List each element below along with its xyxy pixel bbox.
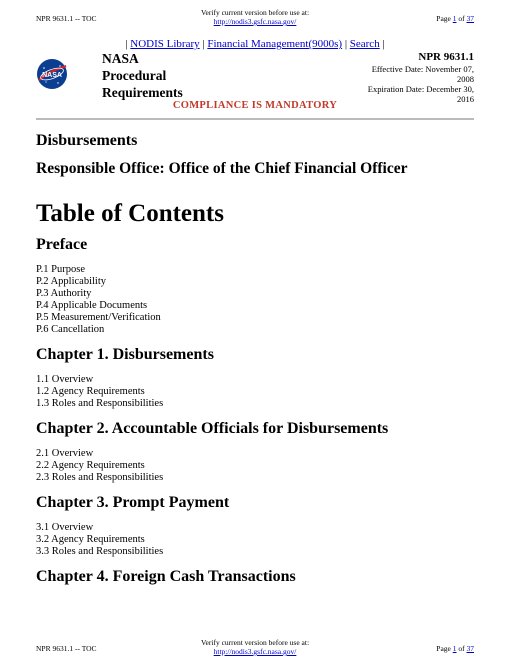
toc-item: P.4 Applicable Documents — [36, 300, 148, 311]
footer-verify-link[interactable]: http://nodis3.gsfc.nasa.gov/ — [213, 647, 297, 656]
toc-item: P.6 Cancellation — [36, 324, 105, 335]
org-line: NASA — [102, 51, 139, 66]
section-heading: Chapter 1. Disbursements — [36, 346, 214, 363]
nav-separator: | — [344, 38, 348, 50]
npr-info — [354, 50, 474, 104]
nav-bar — [0, 38, 510, 50]
footer-verify-text: Verify current version before use at: — [200, 638, 310, 647]
svg-text:NASA: NASA — [42, 72, 62, 79]
header-verify-text: Verify current version before use at: — [200, 8, 310, 17]
toc-item: 2.3 Roles and Responsibilities — [36, 472, 164, 483]
section-heading: Chapter 3. Prompt Payment — [36, 494, 230, 511]
footer-page-num[interactable]: 1 — [452, 644, 457, 653]
org-line: Requirements — [102, 85, 183, 100]
section-heading: Preface — [36, 236, 88, 253]
header-page-total[interactable]: 37 — [466, 14, 474, 23]
toc-section-chapter-2 — [36, 420, 474, 484]
running-header — [0, 6, 510, 30]
org-line: Procedural — [102, 68, 167, 83]
nav-separator: | — [125, 38, 128, 50]
header-page-indicator — [436, 14, 474, 23]
nav-link-search[interactable]: Search — [349, 38, 380, 50]
expiration-date: Expiration Date: December 30, 2016 — [367, 84, 474, 104]
toc-section-preface — [36, 236, 474, 336]
horizontal-rule — [36, 118, 474, 120]
footer-doc-id: NPR 9631.1 -- TOC — [36, 644, 97, 653]
section-item-list — [36, 448, 474, 484]
toc-item: P.3 Authority — [36, 288, 92, 299]
toc-item: 2.2 Agency Requirements — [36, 460, 145, 471]
toc-item: P.2 Applicability — [36, 276, 107, 287]
toc-item: 1.3 Roles and Responsibilities — [36, 398, 164, 409]
header-doc-id: NPR 9631.1 -- TOC — [36, 14, 97, 23]
footer-page-prefix: Page — [436, 644, 451, 653]
header-page-of: of — [458, 14, 465, 23]
nav-separator: | — [202, 38, 205, 50]
toc-section-chapter-4 — [36, 568, 474, 586]
footer-verify — [0, 638, 510, 656]
toc-item: 3.3 Roles and Responsibilities — [36, 546, 164, 557]
compliance-notice: COMPLIANCE IS MANDATORY — [172, 100, 338, 111]
toc-item: 2.1 Overview — [36, 448, 94, 459]
nav-link-financial-management[interactable]: Financial Management(9000s) — [207, 38, 343, 50]
toc-section-chapter-3 — [36, 494, 474, 558]
toc-item: 1.2 Agency Requirements — [36, 386, 145, 397]
footer-page-of: of — [458, 644, 465, 653]
running-footer — [0, 636, 510, 660]
nav-link-nodis-library[interactable]: NODIS Library — [130, 38, 200, 50]
document-body — [36, 132, 474, 596]
footer-page-indicator — [436, 644, 474, 653]
header-verify — [0, 8, 510, 26]
document-title: Disbursements — [36, 132, 138, 149]
section-item-list — [36, 264, 474, 336]
responsible-office: Responsible Office: Office of the Chief Financial Officer — [36, 160, 408, 177]
section-item-list — [36, 374, 474, 410]
section-heading: Chapter 4. Foreign Cash Transactions — [36, 568, 296, 585]
header-page-prefix: Page — [436, 14, 451, 23]
toc-item: 3.2 Agency Requirements — [36, 534, 145, 545]
toc-item: 3.1 Overview — [36, 522, 94, 533]
section-heading: Chapter 2. Accountable Officials for Disbursements — [36, 420, 389, 437]
header-verify-link[interactable]: http://nodis3.gsfc.nasa.gov/ — [213, 17, 297, 26]
footer-page-total[interactable]: 37 — [466, 644, 474, 653]
nav-separator: | — [382, 38, 385, 50]
effective-date: Effective Date: November 07, 2008 — [371, 64, 474, 84]
toc-item: P.5 Measurement/Verification — [36, 312, 161, 323]
toc-item: P.1 Purpose — [36, 264, 86, 275]
toc-item: 1.1 Overview — [36, 374, 94, 385]
npr-number: NPR 9631.1 — [418, 51, 474, 63]
nasa-logo-icon — [36, 58, 68, 90]
toc-section-chapter-1 — [36, 346, 474, 410]
section-item-list — [36, 522, 474, 558]
toc-heading: Table of Contents — [36, 200, 224, 227]
org-name — [102, 50, 183, 101]
header-page-num[interactable]: 1 — [452, 14, 457, 23]
